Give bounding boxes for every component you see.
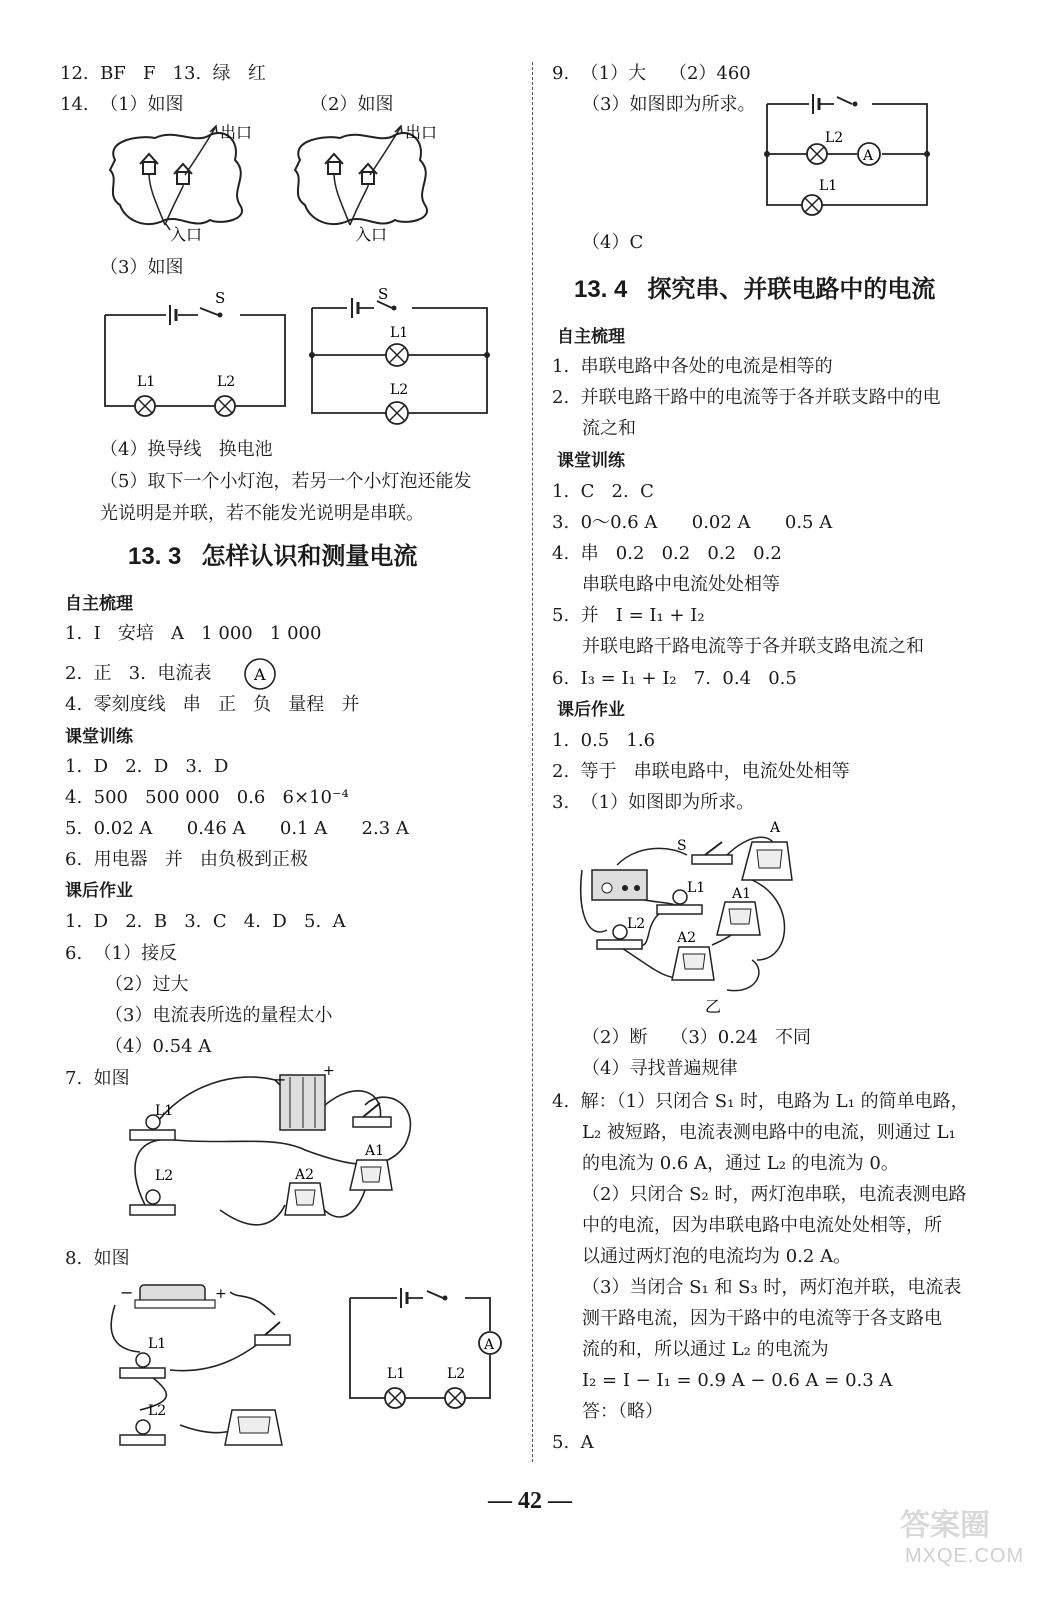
- ketang-13-3-4: 4. 500 500 000 0.6 6×10⁻⁴: [65, 787, 349, 808]
- kehou-13-3-6-3: （3）电流表所选的量程太小: [105, 1005, 333, 1026]
- heading-ketang-13-4: 课堂训练: [557, 451, 625, 470]
- svg-text:−: −: [273, 1070, 287, 1089]
- ketang-13-3-1: 1. D 2. D 3. D: [65, 756, 229, 777]
- watermark-logo: 答案圈: [900, 1509, 990, 1542]
- kehou-13-4-4-b: L₂ 被短路，电流表测电路中的电流，则通过 L₁: [582, 1122, 956, 1143]
- circuit-figures-14-3: [100, 283, 520, 433]
- q7-l2-label: L2: [155, 1168, 174, 1184]
- zizhu-13-4-2-cont: 流之和: [582, 418, 636, 439]
- q7-a2-label: A2: [295, 1167, 315, 1183]
- svg-text:+: +: [323, 1065, 335, 1079]
- ketang-13-3-5: 5. 0.02 A 0.46 A 0.1 A 2.3 A: [65, 818, 409, 839]
- q3-a-label: A: [770, 820, 781, 836]
- q3-figure-caption: 乙: [705, 997, 722, 1016]
- svg-text:+: +: [215, 1286, 227, 1302]
- heading-zizhu-13-4: 自主梳理: [557, 327, 625, 346]
- answer-9-3: （3）如图即为所求。: [582, 94, 756, 115]
- kehou-13-3-7: 7. 如图: [65, 1068, 130, 1089]
- ammeter-symbol-letter: A: [254, 665, 266, 684]
- zizhu-13-4-2: 2. 并联电路干路中的电流等于各并联支路中的电: [552, 387, 941, 408]
- maze-figure-2: [295, 123, 437, 244]
- kehou-13-4-4-c: 的电流为 0.6 A，通过 L₂ 的电流为 0。: [582, 1153, 899, 1174]
- ketang-13-3-6: 6. 用电器 并 由负极到正极: [65, 849, 308, 870]
- q3-l2-label: L2: [627, 916, 646, 932]
- q8-schem-l1-label: L1: [387, 1366, 406, 1382]
- zizhu-13-3-4: 4. 零刻度线 串 正 负 量程 并: [65, 694, 360, 715]
- series-switch-label: S: [215, 289, 226, 307]
- kehou-13-4-4-a: 4. 解：（1）只闭合 S₁ 时，电路为 L₁ 的简单电路，: [552, 1091, 969, 1112]
- kehou-13-4-4-f: 以通过两灯泡的电流均为 0.2 A。: [582, 1246, 852, 1267]
- parallel-circuit: [309, 285, 490, 424]
- heading-kehou-13-4: 课后作业: [557, 700, 625, 719]
- answer-9: 9. （1）大 （2）460: [552, 63, 751, 84]
- parallel-l1-label: L1: [390, 325, 409, 341]
- kehou-13-4-4-i: 流的和，所以通过 L₂ 的电流为: [582, 1339, 829, 1360]
- page-number: — 42 —: [488, 1488, 572, 1514]
- q8-physical-circuit: [100, 1280, 300, 1455]
- maze-figure-1: [110, 123, 252, 244]
- q8-l2-label: L2: [148, 1403, 167, 1419]
- q3-switch-label: S: [677, 838, 687, 854]
- column-divider: [532, 62, 533, 1462]
- answer-14-2: （2）如图: [310, 94, 394, 115]
- q7-a1-label: A1: [365, 1143, 385, 1159]
- kehou-13-3-6: 6. （1）接反: [65, 943, 178, 964]
- kehou-13-3-8: 8. 如图: [65, 1248, 130, 1269]
- answer-14-5-cont: 光说明是并联，若不能发光说明是串联。: [100, 503, 424, 524]
- maze-figures: [100, 120, 520, 250]
- answer-14-4: （4）换导线 换电池: [100, 439, 273, 460]
- q9-l1-label: L1: [819, 178, 838, 194]
- ammeter-symbol: [242, 656, 278, 692]
- ketang-13-4-1: 1. C 2. C: [552, 481, 654, 502]
- q3-physical-circuit: [577, 820, 807, 1020]
- heading-zizhu-13-3: 自主梳理: [65, 594, 133, 613]
- kehou-13-4-3: 3. （1）如图即为所求。: [552, 792, 755, 813]
- ketang-13-4-5: 5. 并 I = I₁ + I₂: [552, 605, 705, 626]
- q8-schematic: [345, 1283, 520, 1423]
- svg-text:−: −: [120, 1283, 134, 1302]
- q9-circuit: [757, 92, 937, 217]
- watermark-url: MXQE.COM: [905, 1545, 1025, 1567]
- series-l2-label: L2: [217, 374, 236, 390]
- q8-ammeter-label: A: [484, 1337, 495, 1353]
- q3-l1-label: L1: [687, 880, 706, 896]
- q7-physical-circuit: [125, 1065, 435, 1230]
- series-l1-label: L1: [137, 374, 156, 390]
- answer-9-4: （4）C: [582, 232, 644, 253]
- kehou-13-4-5: 5. A: [552, 1432, 594, 1453]
- kehou-13-4-4-k: 答：（略）: [582, 1401, 663, 1422]
- q7-l1-label: L1: [155, 1103, 174, 1119]
- entrance-label-2: 入口: [355, 225, 388, 244]
- ketang-13-4-6-7: 6. I₃ = I₁ + I₂ 7. 0.4 0.5: [552, 668, 797, 689]
- zizhu-13-3-2: 2. 正 3. 电流表: [65, 663, 212, 684]
- ketang-13-4-4-cont: 串联电路中电流处处相等: [582, 574, 780, 595]
- kehou-13-4-3-2: （2）断 （3）0.24 不同: [582, 1027, 812, 1048]
- kehou-13-4-4-g: （3）当闭合 S₁ 和 S₃ 时，两灯泡并联，电流表: [582, 1277, 962, 1298]
- heading-ketang-13-3: 课堂训练: [65, 727, 133, 746]
- zizhu-13-4-1: 1. 串联电路中各处的电流是相等的: [552, 356, 833, 377]
- kehou-13-3-6-2: （2）过大: [105, 974, 189, 995]
- answer-14-1: 14. （1）如图: [60, 94, 184, 115]
- ketang-13-4-5-cont: 并联电路干路电流等于各并联支路电流之和: [582, 636, 924, 657]
- kehou-13-4-4-j: I₂ = I − I₁ = 0.9 A − 0.6 A = 0.3 A: [582, 1370, 893, 1391]
- q3-a2-label: A2: [677, 930, 697, 946]
- q3-a1-label: A1: [732, 886, 752, 902]
- kehou-13-4-3-4: （4）寻找普遍规律: [582, 1058, 738, 1079]
- kehou-13-4-4-h: 测干路电流，因为干路中的电流等于各支路电: [582, 1308, 942, 1329]
- entrance-label-1: 入口: [170, 225, 203, 244]
- section-13-3-title: 13. 3 怎样认识和测量电流: [128, 543, 418, 570]
- zizhu-13-3-1: 1. I 安培 A 1 000 1 000: [65, 623, 322, 644]
- answer-14-3: （3）如图: [100, 257, 184, 278]
- q9-l2-label: L2: [825, 130, 844, 146]
- answer-14-5: （5）取下一个小灯泡，若另一个小灯泡还能发: [100, 471, 472, 492]
- exit-label-2: 出口: [405, 123, 438, 142]
- kehou-13-4-1: 1. 0.5 1.6: [552, 730, 656, 751]
- kehou-13-4-4-d: （2）只闭合 S₂ 时，两灯泡串联，电流表测电路: [582, 1184, 967, 1205]
- kehou-13-4-4-e: 中的电流，因为串联电路中电流处处相等，所: [582, 1215, 942, 1236]
- q9-ammeter-label: A: [863, 148, 874, 164]
- ketang-13-4-4: 4. 串 0.2 0.2 0.2 0.2: [552, 543, 782, 564]
- exit-label-1: 出口: [220, 123, 253, 142]
- q8-schem-l2-label: L2: [447, 1366, 466, 1382]
- section-13-4-title: 13. 4 探究串、并联电路中的电流: [574, 276, 936, 303]
- kehou-13-3-6-4: （4）0.54 A: [105, 1036, 212, 1057]
- parallel-l2-label: L2: [390, 382, 409, 398]
- parallel-switch-label: S: [378, 285, 389, 303]
- kehou-13-3-1: 1. D 2. B 3. C 4. D 5. A: [65, 911, 346, 932]
- kehou-13-4-2: 2. 等于 串联电路中，电流处处相等: [552, 761, 850, 782]
- q8-l1-label: L1: [148, 1336, 167, 1352]
- ketang-13-4-3: 3. 0～0.6 A 0.02 A 0.5 A: [552, 512, 833, 533]
- answer-12-13: 12. BF F 13. 绿 红: [60, 63, 266, 84]
- heading-kehou-13-3: 课后作业: [65, 881, 133, 900]
- series-circuit: [105, 289, 285, 416]
